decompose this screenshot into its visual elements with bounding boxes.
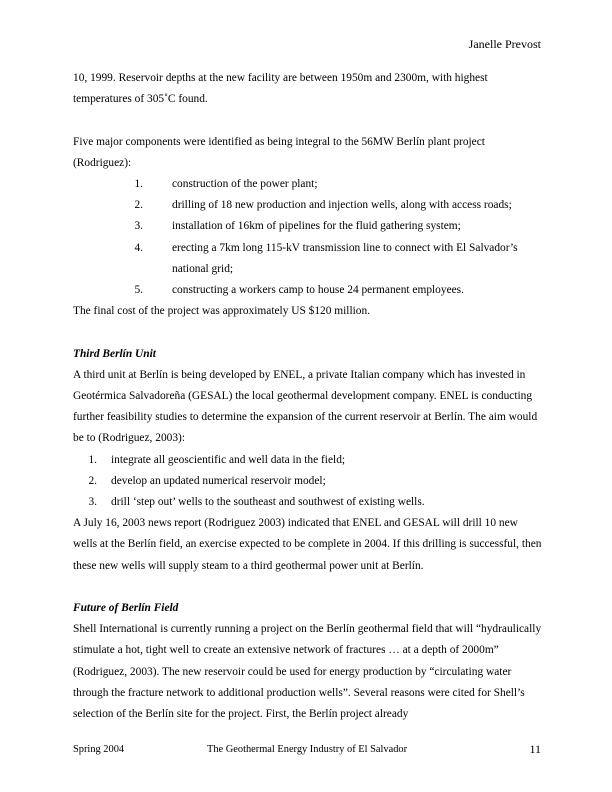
body-text: [73, 68, 543, 725]
future-paragraph: Shell International is currently running a project on the Berlín geothermal field that will “hydraulically stimulate a hot, tight well to create an extensive network of fractures … at a depth of 2000m” (Rodriguez, 2003). The new reservoir could be used for energy production by “circulating water through the fracture network to additional production wells”. Several reasons were cited for Shell’s selection of the Berlín site for the project. First, the Berlín project already: [73, 623, 542, 721]
intro-paragraph: 10, 1999. Reservoir depths at the new facility are between 1950m and 2300m, with highest temperatures of 305˚C found.: [73, 72, 488, 106]
components-list: [73, 174, 543, 301]
list-item: 5. constructing a workers camp to house 24 permanent employees.: [134, 284, 464, 297]
third-unit-paragraph: A third unit at Berlín is being developed by ENEL, a private Italian company which has invested in Geotérmica Salvadoreña (GESAL) the local geothermal development company. ENEL is conducting further feasibility studies to determine the expansion of the current reservoir at Berlín. The aim would be to (Rodriguez, 2003):: [73, 368, 538, 445]
footer-page-number: 11: [529, 742, 541, 756]
list-item: 2. drilling of 18 new production and injection wells, along with access roads;: [134, 199, 512, 212]
third-unit-list: [73, 450, 543, 514]
section-heading-future: Future of Berlín Field: [73, 602, 179, 615]
news-paragraph: A July 16, 2003 news report (Rodriguez 2003) indicated that ENEL and GESAL will drill 10 new wells at the Berlín field, an exercise expected to be complete in 2004. If this drilling is successful, then these new wells will supply steam to a third geothermal power unit at Berlín.: [73, 517, 542, 572]
section-heading-third-unit: Third Berlín Unit: [73, 347, 156, 360]
header-author: Janelle Prevost: [468, 37, 541, 51]
list-item: 2. develop an updated numerical reservoir model;: [88, 474, 326, 487]
list-item: 3. installation of 16km of pipelines for the fluid gathering system;: [134, 220, 461, 233]
list-item: 4. erecting a 7km long 115-kV transmission line to connect with El Salvador’s national grid;: [134, 241, 518, 275]
list-item: 1. integrate all geoscientific and well data in the field;: [88, 453, 346, 466]
components-intro-paragraph: Five major components were identified as being integral to the 56MW Berlín plant project (Rodriguez):: [73, 135, 485, 169]
footer-title: The Geothermal Energy Industry of El Salvador: [207, 744, 408, 755]
list-item: 3. drill ‘step out’ wells to the southeast and southwest of existing wells.: [88, 496, 425, 509]
list-item: 1. construction of the power plant;: [134, 178, 318, 190]
final-cost-paragraph: The final cost of the project was approximately US $120 million.: [73, 305, 371, 318]
footer-term: Spring 2004: [73, 744, 125, 755]
